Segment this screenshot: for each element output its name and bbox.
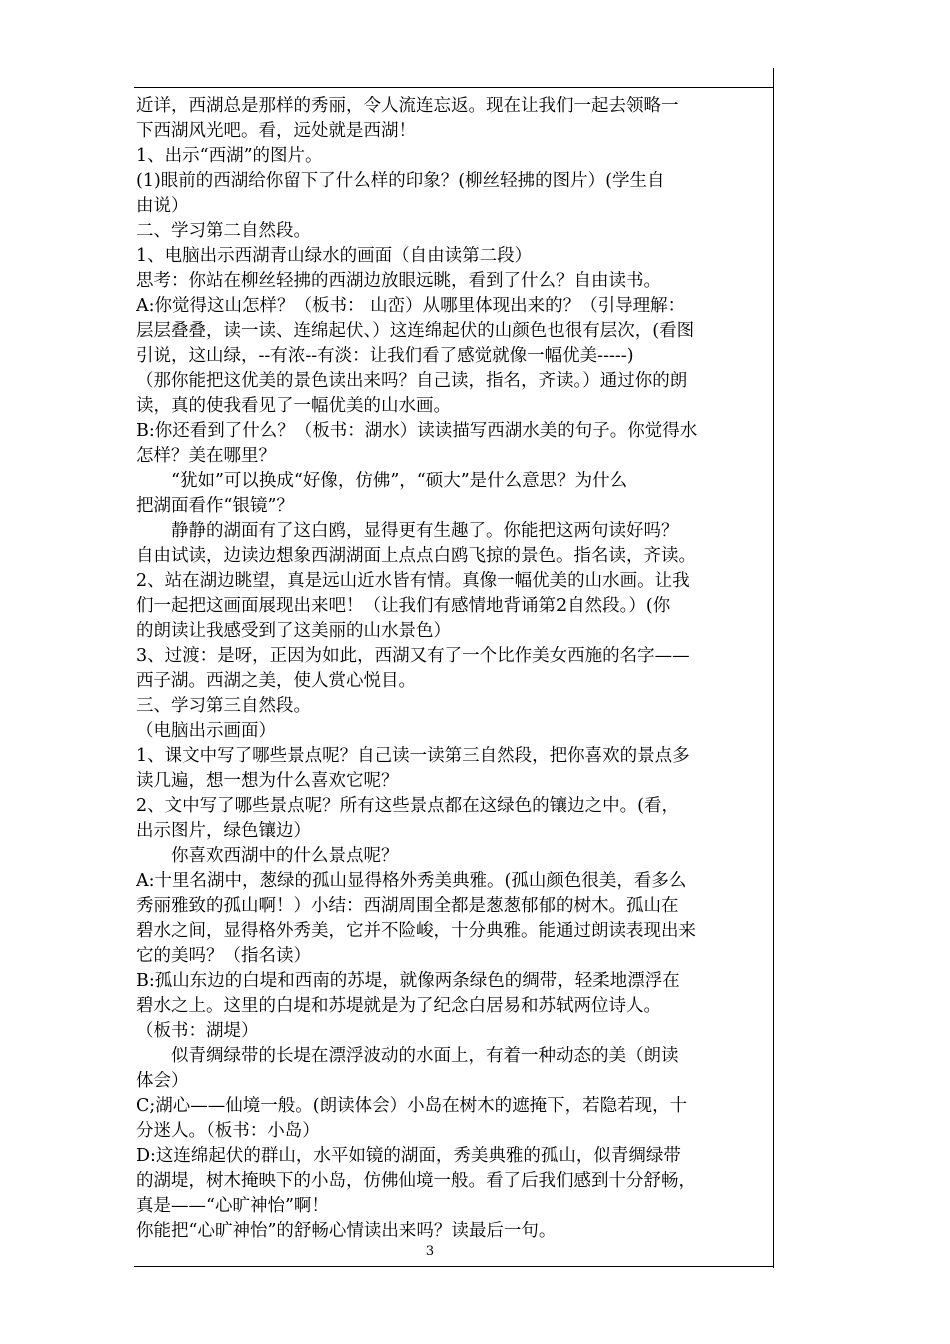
text-line: 把湖面看作“银镜”？ [136, 496, 294, 516]
text-line: 你能把“心旷神怡”的舒畅心情读出来吗？读最后一句。 [136, 1221, 557, 1241]
text-line: 读，真的使我看见了一幅优美的山水画。 [136, 396, 451, 416]
text-line: A:你觉得这山怎样？（板书： 山峦）从哪里体现出来的？（引导理解： [136, 296, 686, 316]
text-line: C;湖心——仙境一般。(朗读体会）小岛在树木的遮掩下，若隐若现，十 [136, 1096, 688, 1116]
text-line: 由说） [136, 196, 189, 216]
text-line: 2、文中写了哪些景点呢？所有这些景点都在这绿色的镶边之中。(看， [136, 796, 679, 816]
text-line: 碧水之间，显得格外秀美，它并不险峻，十分典雅。能通过朗读表现出来 [136, 921, 696, 941]
text-line: 静静的湖面有了这白鸥，显得更有生趣了。你能把这两句读好吗？ [171, 521, 679, 541]
text-line: 的朗读让我感受到了这美丽的山水景色） [136, 621, 451, 641]
text-line: 体会） [136, 1071, 189, 1091]
text-line: 1、出示“西湖”的图片。 [136, 146, 323, 166]
text-line: B:孤山东边的白堤和西南的苏堤，就像两条绿色的绸带，轻柔地漂浮在 [136, 971, 680, 991]
text-line: 出示图片，绿色镶边） [136, 821, 311, 841]
table-top-border [134, 87, 774, 88]
text-line: 1、电脑出示西湖青山绿水的画面（自由读第二段） [136, 246, 533, 266]
text-line: 三、学习第三自然段。 [136, 696, 311, 716]
text-line: B:你还看到了什么？（板书：湖水）读读描写西湖水美的句子。你觉得水 [136, 421, 698, 441]
text-line: 下西湖风光吧。看，远处就是西湖！ [136, 121, 416, 141]
table-bottom-border [134, 1266, 774, 1267]
text-line: “犹如”可以换成“好像，仿佛”，“硕大”是什么意思？为什么 [171, 471, 628, 491]
text-line: A:十里名湖中，葱绿的孤山显得格外秀美典雅。(孤山颜色很美，看多么 [136, 871, 687, 891]
text-line: 真是——“心旷神怡”啊！ [136, 1196, 329, 1216]
text-line: (1)眼前的西湖给你留下了什么样的印象？(柳丝轻拂的图片）(学生自 [136, 171, 665, 191]
text-line: 1、课文中写了哪些景点呢？自己读一读第三自然段，把你喜欢的景点多 [136, 746, 690, 766]
text-line: （那你能把这优美的景色读出来吗？自己读，指名，齐读。）通过你的朗 [136, 371, 688, 391]
text-line: 引说，这山绿，--有浓--有淡：让我们看了感觉就像一幅优美-----) [136, 346, 634, 366]
page-number: 3 [425, 1244, 435, 1259]
text-line: 思考：你站在柳丝轻拂的西湖边放眼远眺，看到了什么？自由读书。 [136, 271, 661, 291]
text-line: 的湖堤，树木掩映下的小岛，仿佛仙境一般。看了后我们感到十分舒畅， [136, 1171, 696, 1191]
text-line: 层层叠叠，读一读、连绵起伏、）这连绵起伏的山颜色也很有层次，(看图 [136, 321, 695, 341]
text-line: （板书：湖堤） [136, 1021, 259, 1041]
table-right-border [773, 68, 774, 1268]
text-line: 似青绸绿带的长堤在漂浮波动的水面上，有着一种动态的美（朗读 [171, 1046, 679, 1066]
text-line: 分迷人。（板书：小岛） [136, 1121, 320, 1141]
text-line: 西子湖。西湖之美，使人赏心悦目。 [136, 671, 416, 691]
text-line: 2、站在湖边眺望，真是远山近水皆有情。真像一幅优美的山水画。让我 [136, 571, 690, 591]
text-line: 自由试读，边读边想象西湖湖面上点点白鸥飞掠的景色。指名读，齐读。 [136, 546, 696, 566]
text-line: （电脑出示画面） [136, 721, 276, 741]
text-line: 你喜欢西湖中的什么景点呢？ [171, 846, 399, 866]
text-line: 它的美吗？（指名读） [136, 946, 311, 966]
text-line: 读几遍，想一想为什么喜欢它呢？ [136, 771, 399, 791]
text-line: 怎样？美在哪里？ [136, 446, 276, 466]
document-body [136, 94, 726, 1244]
text-line: 3、过渡：是呀，正因为如此，西湖又有了一个比作美女西施的名字—— [136, 646, 690, 666]
text-line: 们一起把这画面展现出来吧！（让我们有感情地背诵第2自然段。）(你 [136, 596, 671, 616]
text-line: 二、学习第二自然段。 [136, 221, 311, 241]
text-line: D:这连绵起伏的群山，水平如镜的湖面，秀美典雅的孤山，似青绸绿带 [136, 1146, 681, 1166]
text-line: 近详，西湖总是那样的秀丽，令人流连忘返。现在让我们一起去领略一 [136, 96, 679, 116]
text-line: 碧水之上。这里的白堤和苏堤就是为了纪念白居易和苏轼两位诗人。 [136, 996, 661, 1016]
text-line: 秀丽雅致的孤山啊！）小结：西湖周围全都是葱葱郁郁的树木。孤山在 [136, 896, 679, 916]
